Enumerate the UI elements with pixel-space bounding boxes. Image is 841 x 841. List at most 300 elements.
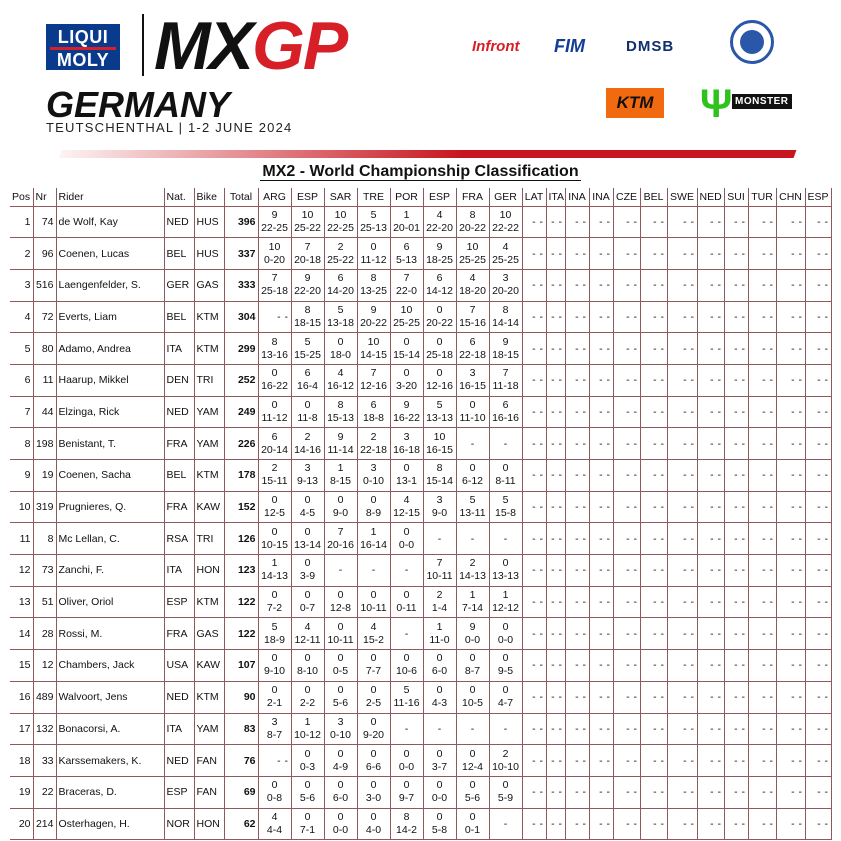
race-points: 2 <box>304 430 311 443</box>
column-header: SUI <box>724 188 748 206</box>
race-result-cell: - - <box>805 269 831 301</box>
race-points: 5 <box>502 494 509 507</box>
race-heat-points: 20-22 <box>426 316 453 329</box>
race-result-cell: - - <box>565 301 589 333</box>
race-points: 1 <box>304 715 311 728</box>
rider-name-cell: de Wolf, Kay <box>56 206 164 238</box>
race-result-cell: - - <box>522 301 546 333</box>
race-result-cell: - - <box>613 523 640 555</box>
race-result-cell <box>423 238 456 270</box>
race-result-cell: - - <box>776 713 805 745</box>
race-heat-points: 11-12 <box>360 253 387 266</box>
race-result-cell: - - <box>613 681 640 713</box>
nationality-cell: ESP <box>164 586 194 618</box>
position-cell: 13 <box>10 586 33 618</box>
race-result-cell: - - <box>613 618 640 650</box>
race-points: 0 <box>502 652 509 665</box>
race-result-cell <box>390 238 423 270</box>
race-points: 8 <box>337 398 344 411</box>
column-header: TUR <box>748 188 776 206</box>
bike-cell: HUS <box>194 206 224 238</box>
race-result-cell: - - <box>522 745 546 777</box>
race-heat-points: 5-8 <box>431 823 448 836</box>
race-result-cell: - <box>423 713 456 745</box>
race-result-cell: - - <box>589 808 613 840</box>
bike-cell: FAN <box>194 776 224 808</box>
race-result-cell: - - <box>667 238 697 270</box>
table-row <box>10 333 831 365</box>
column-header: ESP <box>291 188 324 206</box>
race-heat-points: 14-16 <box>294 443 321 456</box>
race-result-cell: - - <box>805 523 831 555</box>
column-header: Bike <box>194 188 224 206</box>
race-result-cell <box>291 269 324 301</box>
race-result-cell: - - <box>805 428 831 460</box>
rider-number-cell: 11 <box>33 364 56 396</box>
race-heat-points: 22-22 <box>492 221 519 234</box>
race-result-cell: - - <box>748 396 776 428</box>
rider-name-cell: Adamo, Andrea <box>56 333 164 365</box>
race-points: 7 <box>436 557 443 570</box>
total-points-cell: 178 <box>224 460 258 492</box>
race-result-cell: - - <box>640 238 667 270</box>
race-heat-points: 4-3 <box>431 697 448 710</box>
nationality-cell: BEL <box>164 460 194 492</box>
total-points-cell: 107 <box>224 650 258 682</box>
race-result-cell: - - <box>258 301 291 333</box>
race-heat-points: 10-5 <box>461 697 483 710</box>
race-result-cell: - - <box>667 650 697 682</box>
race-result-cell: - - <box>697 681 724 713</box>
race-result-cell: - - <box>522 808 546 840</box>
race-result-cell: - - <box>640 206 667 238</box>
table-row <box>10 776 831 808</box>
race-result-cell: - - <box>776 428 805 460</box>
race-points: 0 <box>271 367 278 380</box>
race-result-cell: - - <box>522 460 546 492</box>
race-result-cell: - - <box>667 333 697 365</box>
race-result-cell <box>456 491 489 523</box>
total-points-cell: 249 <box>224 396 258 428</box>
race-result-cell: - <box>489 808 522 840</box>
race-heat-points: 25-25 <box>492 253 519 266</box>
race-points: 0 <box>271 684 278 697</box>
race-result-cell <box>324 269 357 301</box>
nationality-cell: ITA <box>164 713 194 745</box>
race-result-cell: - - <box>589 301 613 333</box>
race-result-cell <box>357 681 390 713</box>
race-result-cell <box>357 364 390 396</box>
rider-name-cell: Benistant, T. <box>56 428 164 460</box>
race-heat-points: 15-14 <box>393 348 420 361</box>
race-result-cell <box>324 396 357 428</box>
table-row <box>10 586 831 618</box>
race-heat-points: 12-12 <box>492 602 519 615</box>
race-points: 0 <box>337 684 344 697</box>
race-points: 4 <box>502 240 509 253</box>
race-result-cell <box>324 301 357 333</box>
race-result-cell: - - <box>697 460 724 492</box>
race-result-cell <box>258 776 291 808</box>
race-result-cell <box>390 745 423 777</box>
race-result-cell: - - <box>697 206 724 238</box>
race-result-cell: - - <box>565 206 589 238</box>
race-result-cell <box>423 650 456 682</box>
race-result-cell: - - <box>546 238 565 270</box>
race-result-cell: - - <box>546 776 565 808</box>
race-result-cell <box>456 206 489 238</box>
race-result-cell <box>489 586 522 618</box>
rider-number-cell: 51 <box>33 586 56 618</box>
race-points: 8 <box>271 335 278 348</box>
race-heat-points: 20-16 <box>327 538 354 551</box>
race-result-cell: - - <box>697 745 724 777</box>
rider-name-cell: Rossi, M. <box>56 618 164 650</box>
race-result-cell: - - <box>697 396 724 428</box>
liqui-text: LIQUI <box>57 27 109 47</box>
race-heat-points: 11-0 <box>429 633 450 646</box>
race-result-cell: - - <box>613 460 640 492</box>
race-result-cell: - - <box>776 238 805 270</box>
race-result-cell: - - <box>565 618 589 650</box>
race-heat-points: 13-18 <box>327 316 354 329</box>
race-points: 0 <box>304 779 311 792</box>
race-result-cell: - - <box>805 618 831 650</box>
race-heat-points: 12-16 <box>426 380 453 393</box>
race-result-cell: - - <box>667 808 697 840</box>
race-result-cell: - - <box>589 523 613 555</box>
race-heat-points: 14-12 <box>426 285 453 298</box>
race-heat-points: 22-20 <box>294 285 321 298</box>
race-points: 0 <box>403 747 410 760</box>
race-result-cell <box>390 333 423 365</box>
race-points: 0 <box>469 747 476 760</box>
race-result-cell <box>390 776 423 808</box>
race-result-cell <box>423 586 456 618</box>
race-result-cell: - - <box>565 586 589 618</box>
race-points: 10 <box>433 430 446 443</box>
race-result-cell: - - <box>565 650 589 682</box>
race-heat-points: 0-11 <box>396 602 417 615</box>
race-result-cell <box>291 808 324 840</box>
race-heat-points: 5-6 <box>299 792 316 805</box>
table-row <box>10 618 831 650</box>
nationality-cell: NED <box>164 206 194 238</box>
table-row <box>10 428 831 460</box>
race-points: 4 <box>370 620 377 633</box>
total-points-cell: 304 <box>224 301 258 333</box>
race-result-cell <box>423 808 456 840</box>
race-result-cell: - - <box>613 745 640 777</box>
race-points: 10 <box>301 208 314 221</box>
race-result-cell: - - <box>724 269 748 301</box>
race-result-cell <box>423 396 456 428</box>
race-result-cell: - - <box>522 555 546 587</box>
race-result-cell <box>489 555 522 587</box>
total-points-cell: 69 <box>224 776 258 808</box>
race-heat-points: 2-5 <box>365 697 382 710</box>
column-header: CHN <box>776 188 805 206</box>
total-points-cell: 126 <box>224 523 258 555</box>
race-result-cell <box>456 460 489 492</box>
race-points: 4 <box>271 810 278 823</box>
race-heat-points: 16-22 <box>393 411 420 424</box>
race-heat-points: 10-10 <box>492 760 519 773</box>
race-result-cell: - - <box>667 776 697 808</box>
race-result-cell <box>357 333 390 365</box>
table-row <box>10 713 831 745</box>
race-result-cell <box>258 681 291 713</box>
race-result-cell: - - <box>805 460 831 492</box>
race-result-cell: - - <box>667 460 697 492</box>
race-heat-points: 20-18 <box>294 253 321 266</box>
rider-name-cell: Mc Lellan, C. <box>56 523 164 555</box>
race-heat-points: 18-15 <box>294 316 321 329</box>
race-result-cell: - - <box>748 745 776 777</box>
race-heat-points: 16-4 <box>296 380 318 393</box>
position-cell: 15 <box>10 650 33 682</box>
rider-number-cell: 516 <box>33 269 56 301</box>
race-result-cell <box>324 650 357 682</box>
race-result-cell <box>258 491 291 523</box>
infront-logo: Infront <box>472 38 520 55</box>
race-result-cell: - - <box>748 269 776 301</box>
race-result-cell: - - <box>724 713 748 745</box>
race-heat-points: 0-0 <box>431 792 448 805</box>
race-points: 6 <box>337 272 344 285</box>
race-points: 0 <box>370 715 377 728</box>
race-result-cell: - - <box>640 523 667 555</box>
race-result-cell <box>291 618 324 650</box>
race-heat-points: 0-7 <box>299 602 316 615</box>
race-result-cell <box>390 428 423 460</box>
race-result-cell <box>489 396 522 428</box>
race-points: 0 <box>436 747 443 760</box>
race-result-cell: - - <box>589 206 613 238</box>
race-heat-points: 5-13 <box>395 253 417 266</box>
race-heat-points: 12-15 <box>393 507 420 520</box>
race-result-cell: - - <box>748 364 776 396</box>
column-header: FRA <box>456 188 489 206</box>
nationality-cell: BEL <box>164 238 194 270</box>
event-subline: TEUTSCHENTHAL | 1-2 JUNE 2024 <box>46 120 293 135</box>
bike-cell: GAS <box>194 269 224 301</box>
race-result-cell: - <box>423 523 456 555</box>
race-heat-points: 10-11 <box>360 602 387 615</box>
race-result-cell <box>456 396 489 428</box>
race-points: 0 <box>370 240 377 253</box>
race-result-cell <box>291 460 324 492</box>
position-cell: 7 <box>10 396 33 428</box>
race-heat-points: 8-15 <box>329 475 351 488</box>
race-result-cell <box>390 491 423 523</box>
race-points: 7 <box>271 272 278 285</box>
race-heat-points: 6-12 <box>461 475 483 488</box>
bike-cell: YAM <box>194 713 224 745</box>
rider-number-cell: 132 <box>33 713 56 745</box>
race-points: 0 <box>304 810 311 823</box>
column-header: Nat. <box>164 188 194 206</box>
race-points: 3 <box>304 462 311 475</box>
nationality-cell: NED <box>164 745 194 777</box>
race-result-cell: - - <box>667 745 697 777</box>
column-header: BEL <box>640 188 667 206</box>
race-result-cell <box>489 364 522 396</box>
rider-name-cell: Braceras, D. <box>56 776 164 808</box>
rider-number-cell: 22 <box>33 776 56 808</box>
race-heat-points: 20-22 <box>459 221 486 234</box>
race-points: 0 <box>469 462 476 475</box>
race-points: 8 <box>403 810 410 823</box>
race-result-cell: - - <box>589 555 613 587</box>
race-result-cell: - - <box>613 555 640 587</box>
race-points: 2 <box>271 462 278 475</box>
race-points: 5 <box>370 208 377 221</box>
liqui-moly-logo <box>46 24 120 70</box>
race-points: 1 <box>337 462 344 475</box>
race-result-cell <box>423 618 456 650</box>
race-result-cell: - - <box>565 333 589 365</box>
race-heat-points: 18-9 <box>263 633 285 646</box>
race-result-cell <box>258 713 291 745</box>
race-heat-points: 13-13 <box>492 570 519 583</box>
race-result-cell: - - <box>724 776 748 808</box>
race-heat-points: 10-15 <box>261 538 288 551</box>
race-result-cell: - - <box>522 776 546 808</box>
bike-cell: KAW <box>194 491 224 523</box>
race-points: 6 <box>304 367 311 380</box>
race-result-cell <box>258 555 291 587</box>
race-points: 0 <box>436 303 443 316</box>
race-result-cell: - - <box>565 238 589 270</box>
logo-divider <box>142 14 144 76</box>
race-result-cell: - - <box>724 650 748 682</box>
race-result-cell <box>489 301 522 333</box>
fim-logo: FIM <box>554 36 585 56</box>
position-cell: 5 <box>10 333 33 365</box>
race-heat-points: 0-0 <box>398 760 415 773</box>
race-points: 4 <box>469 272 476 285</box>
race-result-cell: - - <box>748 491 776 523</box>
race-result-cell <box>489 681 522 713</box>
position-cell: 9 <box>10 460 33 492</box>
race-heat-points: 12-4 <box>461 760 483 773</box>
race-heat-points: 25-18 <box>261 285 288 298</box>
position-cell: 6 <box>10 364 33 396</box>
race-result-cell <box>291 364 324 396</box>
race-heat-points: 12-8 <box>329 602 351 615</box>
race-heat-points: 13-16 <box>261 348 288 361</box>
race-points: 0 <box>436 335 443 348</box>
table-row <box>10 460 831 492</box>
race-points: 2 <box>469 557 476 570</box>
race-points: 4 <box>304 620 311 633</box>
race-heat-points: 3-20 <box>395 380 417 393</box>
race-heat-points: 22-18 <box>360 443 387 456</box>
race-points: 1 <box>370 525 377 538</box>
total-points-cell: 122 <box>224 586 258 618</box>
race-result-cell: - - <box>589 428 613 460</box>
race-points: 7 <box>304 240 311 253</box>
race-heat-points: 20-22 <box>360 316 387 329</box>
race-result-cell: - - <box>776 364 805 396</box>
race-points: 0 <box>502 462 509 475</box>
race-result-cell: - - <box>640 396 667 428</box>
race-result-cell: - - <box>805 491 831 523</box>
race-result-cell: - - <box>776 808 805 840</box>
race-points: 9 <box>502 335 509 348</box>
race-result-cell: - - <box>724 206 748 238</box>
race-heat-points: 10-6 <box>395 665 417 678</box>
race-result-cell: - - <box>613 491 640 523</box>
race-result-cell <box>390 650 423 682</box>
nationality-cell: ITA <box>164 555 194 587</box>
race-heat-points: 11-16 <box>393 697 420 710</box>
race-heat-points: 16-15 <box>459 380 486 393</box>
race-heat-points: 9-0 <box>431 507 448 520</box>
mxgp-logo-gp: GP <box>252 8 347 84</box>
race-heat-points: 4-4 <box>266 823 283 836</box>
race-result-cell: - - <box>667 618 697 650</box>
race-heat-points: 14-2 <box>395 823 417 836</box>
race-heat-points: 22-20 <box>426 221 453 234</box>
race-points: 7 <box>337 525 344 538</box>
race-heat-points: 10-11 <box>426 570 453 583</box>
race-result-cell <box>324 745 357 777</box>
race-result-cell: - - <box>697 428 724 460</box>
position-cell: 11 <box>10 523 33 555</box>
race-result-cell: - - <box>640 555 667 587</box>
race-heat-points: 16-15 <box>426 443 453 456</box>
race-result-cell: - - <box>724 428 748 460</box>
position-cell: 17 <box>10 713 33 745</box>
race-points: 0 <box>469 398 476 411</box>
race-result-cell <box>258 650 291 682</box>
total-points-cell: 396 <box>224 206 258 238</box>
race-result-cell: - - <box>589 650 613 682</box>
position-cell: 16 <box>10 681 33 713</box>
race-result-cell <box>489 776 522 808</box>
race-points: 1 <box>436 620 443 633</box>
race-result-cell <box>258 238 291 270</box>
race-heat-points: 8-7 <box>464 665 481 678</box>
page-title-text: MX2 - World Championship Classification <box>262 163 579 180</box>
race-result-cell: - - <box>667 491 697 523</box>
bike-cell: KTM <box>194 681 224 713</box>
nationality-cell: FRA <box>164 428 194 460</box>
race-result-cell <box>357 650 390 682</box>
race-heat-points: 22-18 <box>459 348 486 361</box>
race-result-cell: - - <box>667 301 697 333</box>
rider-number-cell: 96 <box>33 238 56 270</box>
race-points: 0 <box>271 525 278 538</box>
race-heat-points: 9-0 <box>332 507 349 520</box>
mxgp-logo-mx: MX <box>154 8 252 84</box>
race-result-cell: - - <box>776 776 805 808</box>
race-points: 7 <box>370 367 377 380</box>
race-result-cell: - - <box>776 333 805 365</box>
race-points: 3 <box>502 272 509 285</box>
race-result-cell: - - <box>589 238 613 270</box>
race-result-cell: - - <box>613 396 640 428</box>
race-result-cell: - - <box>565 396 589 428</box>
race-points: 0 <box>370 589 377 602</box>
race-result-cell: - - <box>776 523 805 555</box>
rider-number-cell: 74 <box>33 206 56 238</box>
bike-cell: KTM <box>194 333 224 365</box>
total-points-cell: 90 <box>224 681 258 713</box>
race-result-cell <box>357 776 390 808</box>
